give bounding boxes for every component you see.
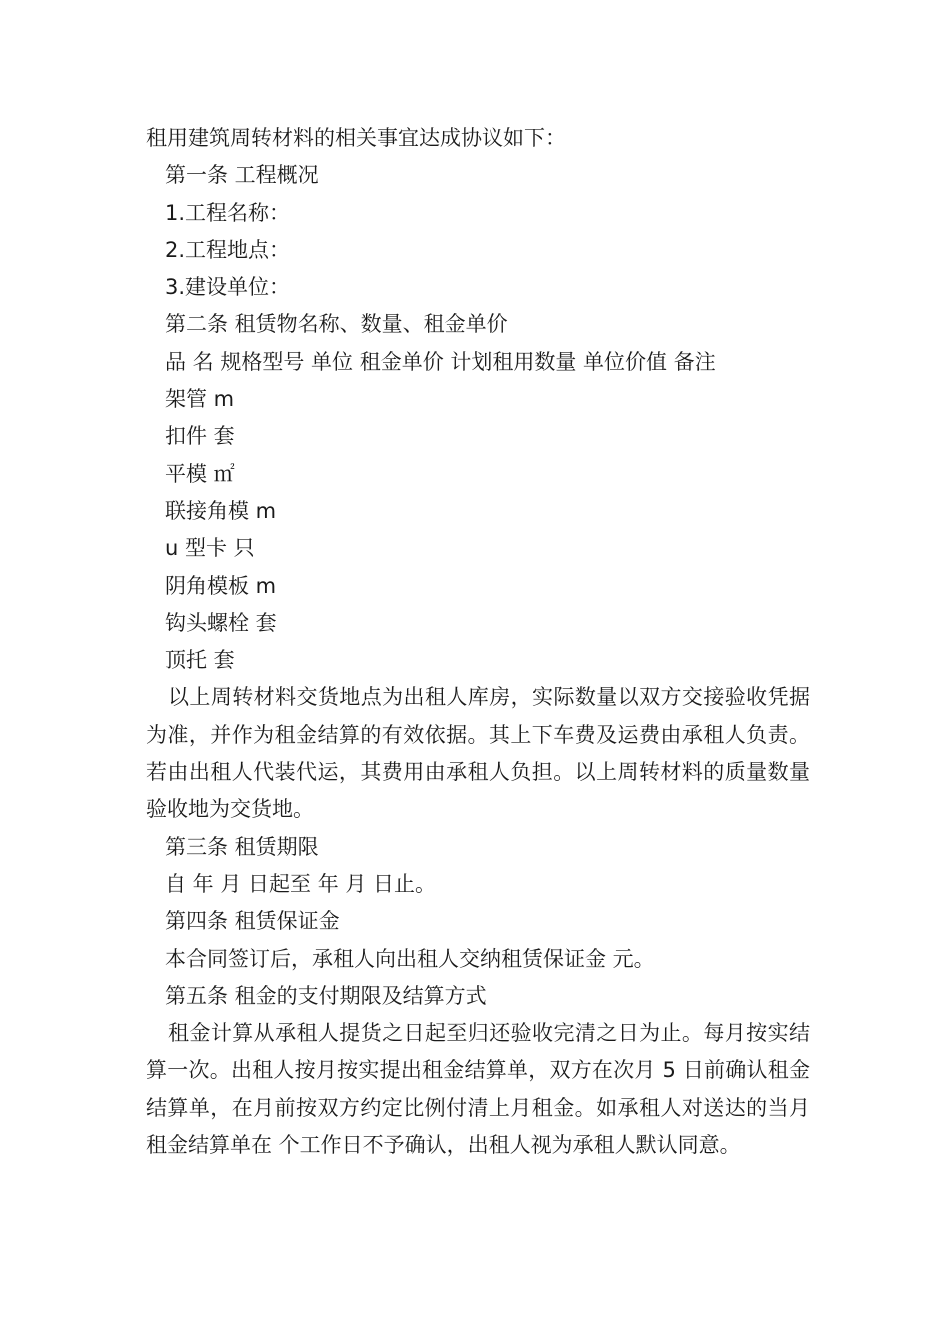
- item-line: 钩头螺栓 套: [165, 610, 277, 635]
- article-1-heading: 第一条 工程概况: [165, 163, 319, 188]
- item-line: u 型卡 只: [165, 536, 255, 561]
- project-name-line: 1.工程名称：: [165, 200, 291, 225]
- delivery-paragraph: 以上周转材料交货地点为出租人库房，实际数量以双方交接验收凭据为准，并作为租金结算的有效依据。其上下车费及运费由承租人负责。若由出租人代装代运，其费用由承租人负担。以上周转材料的质量数量验收地为交货地。: [146, 685, 810, 822]
- construction-unit-line: 3.建设单位：: [165, 275, 291, 300]
- lease-term-line: 自 年 月 日起至 年 月 日止。: [165, 871, 437, 896]
- article-3-heading: 第三条 租赁期限: [165, 834, 319, 859]
- project-location-line: 2.工程地点：: [165, 237, 291, 262]
- item-line: 平模 ㎡: [165, 461, 235, 486]
- article-2-heading: 第二条 租赁物名称、数量、租金单价: [165, 312, 508, 337]
- item-line: 联接角模 m: [165, 498, 277, 523]
- deposit-line: 本合同签订后，承租人向出租人交纳租赁保证金 元。: [165, 946, 655, 971]
- payment-paragraph: 租金计算从承租人提货之日起至归还验收完清之日为止。每月按实结算一次。出租人按月按实提出租金结算单，双方在次月 5 日前确认租金结算单，在月前按双方约定比例付清上月租金。如承租人对送达的当月租金结算单在 个工作日不予确认，出租人视为承租人默认同意。: [146, 1021, 810, 1158]
- item-line: 扣件 套: [165, 424, 235, 449]
- document-body: [146, 120, 810, 1164]
- article-5-heading: 第五条 租金的支付期限及结算方式: [165, 983, 487, 1008]
- intro-line: 租用建筑周转材料的相关事宜达成协议如下：: [146, 126, 566, 150]
- item-line: 架管 m: [165, 387, 235, 412]
- item-line: 顶托 套: [165, 648, 235, 673]
- item-line: 阴角模板 m: [165, 573, 277, 598]
- article-4-heading: 第四条 租赁保证金: [165, 909, 340, 934]
- table-header-line: 品 名 规格型号 单位 租金单价 计划租用数量 单位价值 备注: [165, 349, 716, 374]
